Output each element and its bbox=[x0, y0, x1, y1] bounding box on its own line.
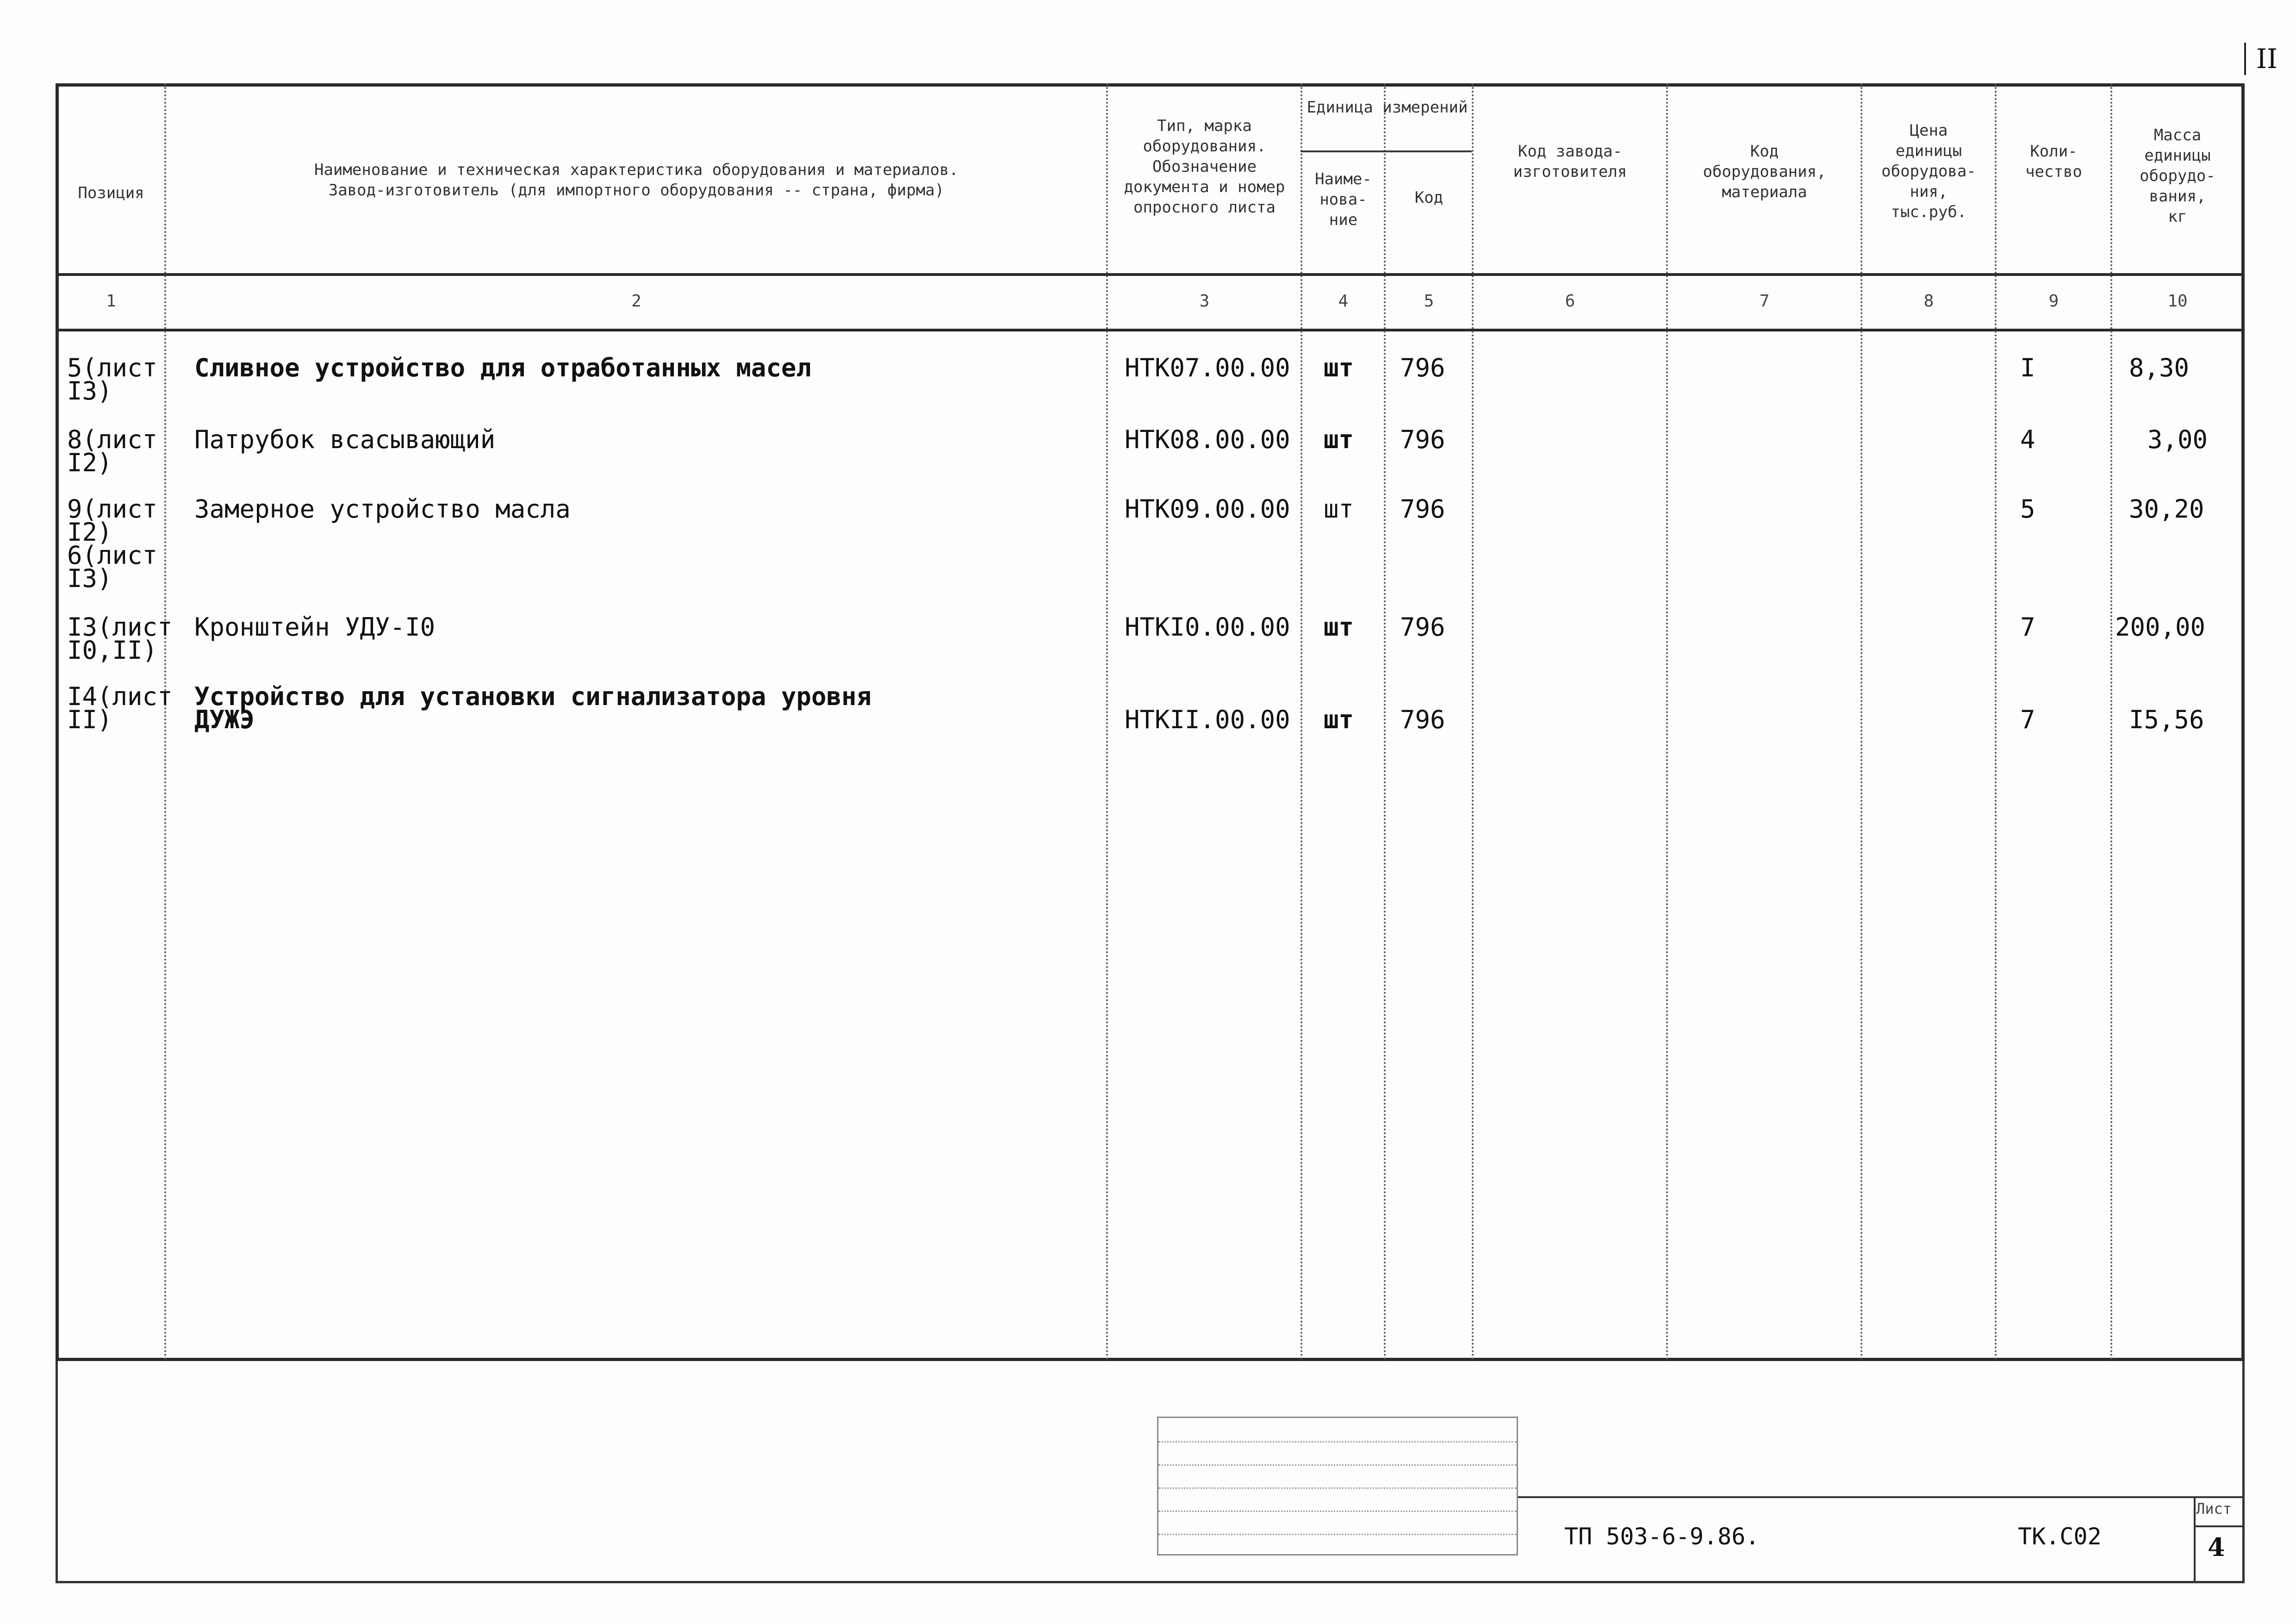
row-3-position-l1: 9(лист bbox=[67, 494, 158, 524]
row-1-unit: шт bbox=[1324, 353, 1354, 382]
header-quantity bbox=[1997, 141, 2110, 182]
row-3-type: НТК09.00.00 bbox=[1125, 494, 1290, 524]
column-number-divider bbox=[56, 329, 2245, 331]
header-equipment-code-l2: оборудования, bbox=[1703, 162, 1826, 181]
header-divider bbox=[56, 273, 2245, 276]
header-type-l2: оборудования. bbox=[1143, 137, 1266, 156]
header-factory-code-l1: Код завода- bbox=[1518, 142, 1623, 161]
header-name-line1: Наименование и техническая характеристика оборудования и материалов. bbox=[314, 161, 958, 179]
row-2-unit: шт bbox=[1324, 425, 1354, 454]
header-type-l5: опросного листа bbox=[1133, 198, 1276, 217]
row-3-unit: шт bbox=[1324, 494, 1354, 524]
col-divider-7 bbox=[1860, 83, 1862, 1361]
row-3-position-l2: I2) bbox=[67, 518, 112, 547]
row-5-name-l1: Устройство для установки сигнализатора уровня bbox=[194, 682, 871, 711]
row-5-type: НТКII.00.00 bbox=[1125, 705, 1290, 734]
col-divider-5 bbox=[1472, 83, 1474, 1361]
row-2-type: НТК08.00.00 bbox=[1125, 425, 1290, 454]
header-unit-code: Код bbox=[1414, 188, 1444, 207]
row-4-mass: 200,00 bbox=[2115, 612, 2206, 642]
header-unit-name bbox=[1303, 169, 1384, 230]
header-unit-name-l1: Наиме- bbox=[1315, 170, 1372, 188]
row-5-position bbox=[67, 682, 173, 734]
header-mass-l2: единицы bbox=[2144, 146, 2211, 165]
row-5-mass: I5,56 bbox=[2129, 705, 2204, 734]
row-4-position-l1: I3(лист bbox=[67, 612, 173, 642]
approval-stamp bbox=[1157, 1417, 1518, 1555]
column-number-5: 5 bbox=[1424, 292, 1434, 311]
col-divider-8 bbox=[1995, 83, 1997, 1361]
header-type-l4: документа и номер bbox=[1124, 178, 1285, 196]
col-divider-3 bbox=[1300, 83, 1302, 1361]
row-3-position bbox=[67, 494, 158, 593]
row-3-mass: 30,20 bbox=[2129, 494, 2204, 524]
row-1-position-l2: I3) bbox=[67, 376, 112, 406]
header-type-l1: Тип, марка bbox=[1157, 117, 1252, 135]
row-1-quantity: I bbox=[2020, 353, 2035, 382]
column-number-7: 7 bbox=[1759, 292, 1770, 311]
header-mass-l4: вания, bbox=[2149, 187, 2206, 206]
sheet-box-divider bbox=[2194, 1525, 2245, 1527]
header-factory-code-l2: изготовителя bbox=[1513, 162, 1627, 181]
row-1-mass: 8,30 bbox=[2129, 353, 2190, 382]
row-5-name-l2: ДУЖЭ bbox=[194, 705, 255, 734]
row-1-position-l1: 5(лист bbox=[67, 353, 158, 382]
row-2-position-l2: I2) bbox=[67, 448, 112, 477]
column-number-10: 10 bbox=[2167, 292, 2188, 311]
column-number-4: 4 bbox=[1338, 292, 1349, 311]
column-number-8: 8 bbox=[1923, 292, 1934, 311]
header-quantity-l1: Коли- bbox=[2030, 142, 2078, 161]
unit-group-divider bbox=[1300, 150, 1472, 152]
header-quantity-l2: чество bbox=[2025, 162, 2082, 181]
sheet-label: Лист bbox=[2196, 1500, 2232, 1518]
row-5-position-l1: I4(лист bbox=[67, 682, 173, 711]
stamp-line bbox=[1158, 1487, 1517, 1489]
col-divider-6 bbox=[1666, 83, 1668, 1361]
header-unit-group: Единица измерений bbox=[1307, 98, 1468, 117]
column-number-2: 2 bbox=[631, 292, 641, 311]
stamp-line bbox=[1158, 1534, 1517, 1535]
header-price bbox=[1863, 120, 1995, 222]
sheet-corner-number: II bbox=[2244, 43, 2277, 75]
row-1-position bbox=[67, 353, 158, 406]
row-4-type: НТКI0.00.00 bbox=[1125, 612, 1290, 642]
header-mass-l5: кг bbox=[2168, 207, 2187, 226]
header-type bbox=[1108, 116, 1300, 218]
column-number-1: 1 bbox=[106, 292, 116, 311]
header-unit-name-l2: нова- bbox=[1319, 190, 1367, 209]
col-divider-4 bbox=[1384, 83, 1386, 1361]
row-2-code: 796 bbox=[1400, 425, 1445, 454]
row-5-name bbox=[194, 682, 871, 734]
header-position: Позиция bbox=[78, 184, 144, 202]
header-name bbox=[167, 160, 1106, 200]
header-price-l1: Цена bbox=[1910, 121, 1948, 140]
row-3-code: 796 bbox=[1400, 494, 1445, 524]
header-mass bbox=[2113, 125, 2242, 227]
row-4-code: 796 bbox=[1400, 612, 1445, 642]
header-unit-name-l3: ние bbox=[1329, 211, 1358, 229]
header-factory-code bbox=[1474, 141, 1666, 182]
row-3-position-l3: 6(лист bbox=[67, 541, 158, 570]
header-mass-l3: оборудо- bbox=[2140, 167, 2215, 185]
row-4-quantity: 7 bbox=[2020, 612, 2035, 642]
column-number-9: 9 bbox=[2048, 292, 2059, 311]
row-3-position-l4: I3) bbox=[67, 564, 112, 593]
row-2-position bbox=[67, 425, 158, 477]
row-4-name: Кронштейн УДУ-I0 bbox=[194, 612, 436, 642]
row-5-quantity: 7 bbox=[2020, 705, 2035, 734]
row-2-quantity: 4 bbox=[2020, 425, 2035, 454]
row-4-position-l2: I0,II) bbox=[67, 636, 158, 665]
row-3-name: Замерное устройство масла bbox=[194, 494, 571, 524]
stamp-line bbox=[1158, 1464, 1517, 1466]
row-3-quantity: 5 bbox=[2020, 494, 2035, 524]
row-1-name: Сливное устройство для отработанных масел bbox=[194, 353, 811, 382]
header-type-l3: Обозначение bbox=[1152, 157, 1257, 176]
col-divider-2 bbox=[1106, 83, 1108, 1361]
project-number: ТП 503-6-9.86. bbox=[1564, 1523, 1760, 1550]
title-block-divider bbox=[1518, 1496, 2245, 1498]
row-1-code: 796 bbox=[1400, 353, 1445, 382]
stamp-line bbox=[1158, 1441, 1517, 1443]
row-5-code: 796 bbox=[1400, 705, 1445, 734]
title-block-area bbox=[56, 1361, 2245, 1583]
header-price-l4: ния, bbox=[1910, 182, 1948, 201]
col-divider-9 bbox=[2110, 83, 2112, 1361]
row-1-type: НТК07.00.00 bbox=[1125, 353, 1290, 382]
row-5-unit: шт bbox=[1324, 705, 1354, 734]
header-equipment-code-l3: материала bbox=[1722, 183, 1807, 201]
document-code: ТК.С02 bbox=[2018, 1523, 2102, 1550]
header-name-line2: Завод-изготовитель (для импортного оборудования -- страна, фирма) bbox=[328, 181, 945, 200]
row-2-mass: 3,00 bbox=[2147, 425, 2208, 454]
row-2-name: Патрубок всасывающий bbox=[194, 425, 496, 454]
header-price-l5: тыс.руб. bbox=[1891, 203, 1967, 221]
sheet-number: 4 bbox=[2208, 1532, 2225, 1562]
header-equipment-code bbox=[1668, 141, 1860, 202]
row-2-position-l1: 8(лист bbox=[67, 425, 158, 454]
header-price-l3: оборудова- bbox=[1881, 162, 1976, 181]
header-equipment-code-l1: Код bbox=[1750, 142, 1779, 161]
row-4-position bbox=[67, 612, 173, 665]
column-number-3: 3 bbox=[1199, 292, 1210, 311]
header-mass-l1: Масса bbox=[2153, 126, 2202, 144]
column-number-6: 6 bbox=[1565, 292, 1575, 311]
row-5-position-l2: II) bbox=[67, 705, 112, 734]
header-price-l2: единицы bbox=[1895, 142, 1962, 160]
stamp-line bbox=[1158, 1511, 1517, 1512]
row-4-unit: шт bbox=[1324, 612, 1354, 642]
